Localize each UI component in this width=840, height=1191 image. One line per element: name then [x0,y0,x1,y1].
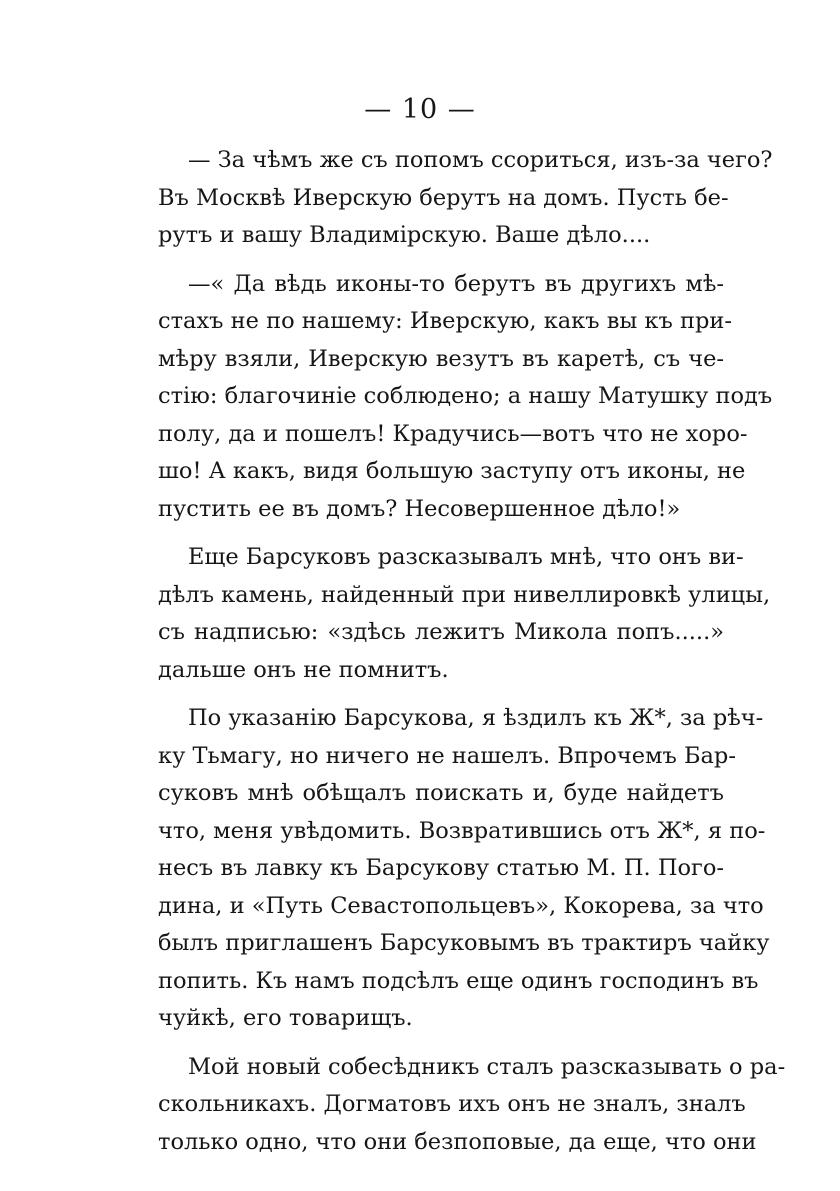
text-line: дѣлъ камень, найденный при нивеллировкѣ улицы, [158,581,771,608]
text-line: полу, да и пошелъ! Крадучись—вотъ что не хоро- [158,420,748,447]
text-line: По указанію Барсукова, я ѣздилъ къ Ж*, за рѣч- [188,705,764,731]
text-line: стію: благочиніе соблюдено; а нашу Матушку подъ [158,383,773,409]
text-line: — За чѣмъ же съ попомъ ссориться, изъ-за чего? [188,147,773,173]
paragraph-gap [158,1038,724,1049]
text-line: только одно, что они безпоповые, да еще, что они [158,1128,757,1155]
text-line: что, меня увѣдомить. Возвратившись отъ Ж*, я по- [158,817,766,844]
text-line: былъ приглашенъ Барсуковымъ въ трактиръ чайку [158,930,770,956]
text-line: дальше онъ не помнитъ. [158,656,449,683]
paragraph [158,1049,786,1162]
text-line: чуйкѣ, его товарищъ. [158,1005,413,1031]
text-line: суковъ мнѣ обѣщалъ поискать и, буде найдетъ [158,780,724,806]
paragraph [158,700,770,1038]
text-line: дина, и «Путь Севастопольцевъ», Кокорева, за что [158,892,764,919]
body-text [158,142,786,1161]
text-line: Мой новый собесѣдникъ сталъ разсказывать о ра- [188,1053,786,1080]
paragraph [158,266,773,529]
text-line: попить. Къ намъ подсѣлъ еще одинъ господинъ въ [158,967,759,994]
text-line: Еще Барсуковъ разсказывалъ мнѣ, что онъ ви- [188,544,744,570]
paragraph-gap [158,689,724,700]
text-line: ку Тьмагу, но ничего не нашелъ. Впрочемъ Бар- [158,742,736,769]
text-line: Въ Москвѣ Иверскую берутъ на домъ. Пусть бе- [158,184,729,211]
text-line: съ надписью: «здѣсь лежитъ Микола попъ.....» [158,619,724,645]
text-line: стахъ не по нашему: Иверскую, какъ вы къ при- [158,308,732,334]
text-line: скольникахъ. Догматовъ ихъ онъ не зналъ, зналъ [158,1091,746,1117]
text-line: мѣру взяли, Иверскую везутъ въ каретѣ, съ че- [158,345,724,372]
paragraph-gap [158,255,724,266]
paragraph-gap [158,528,724,539]
text-line: шо! А какъ, видя большую заступу отъ иконы, не [158,458,746,484]
text-line: рутъ и вашу Владимірскую. Ваше дѣло.... [158,222,651,248]
text-line: —« Да вѣдь иконы-то берутъ въ другихъ мѣ- [188,270,724,297]
text-line: пустить ее въ домъ? Несовершенное дѣло!» [158,495,681,522]
text-line: несъ въ лавку къ Барсукову статью М. П. Пого- [158,855,724,881]
paragraph [158,539,771,689]
paragraph [158,142,773,255]
page-number: — 10 — [364,94,476,125]
